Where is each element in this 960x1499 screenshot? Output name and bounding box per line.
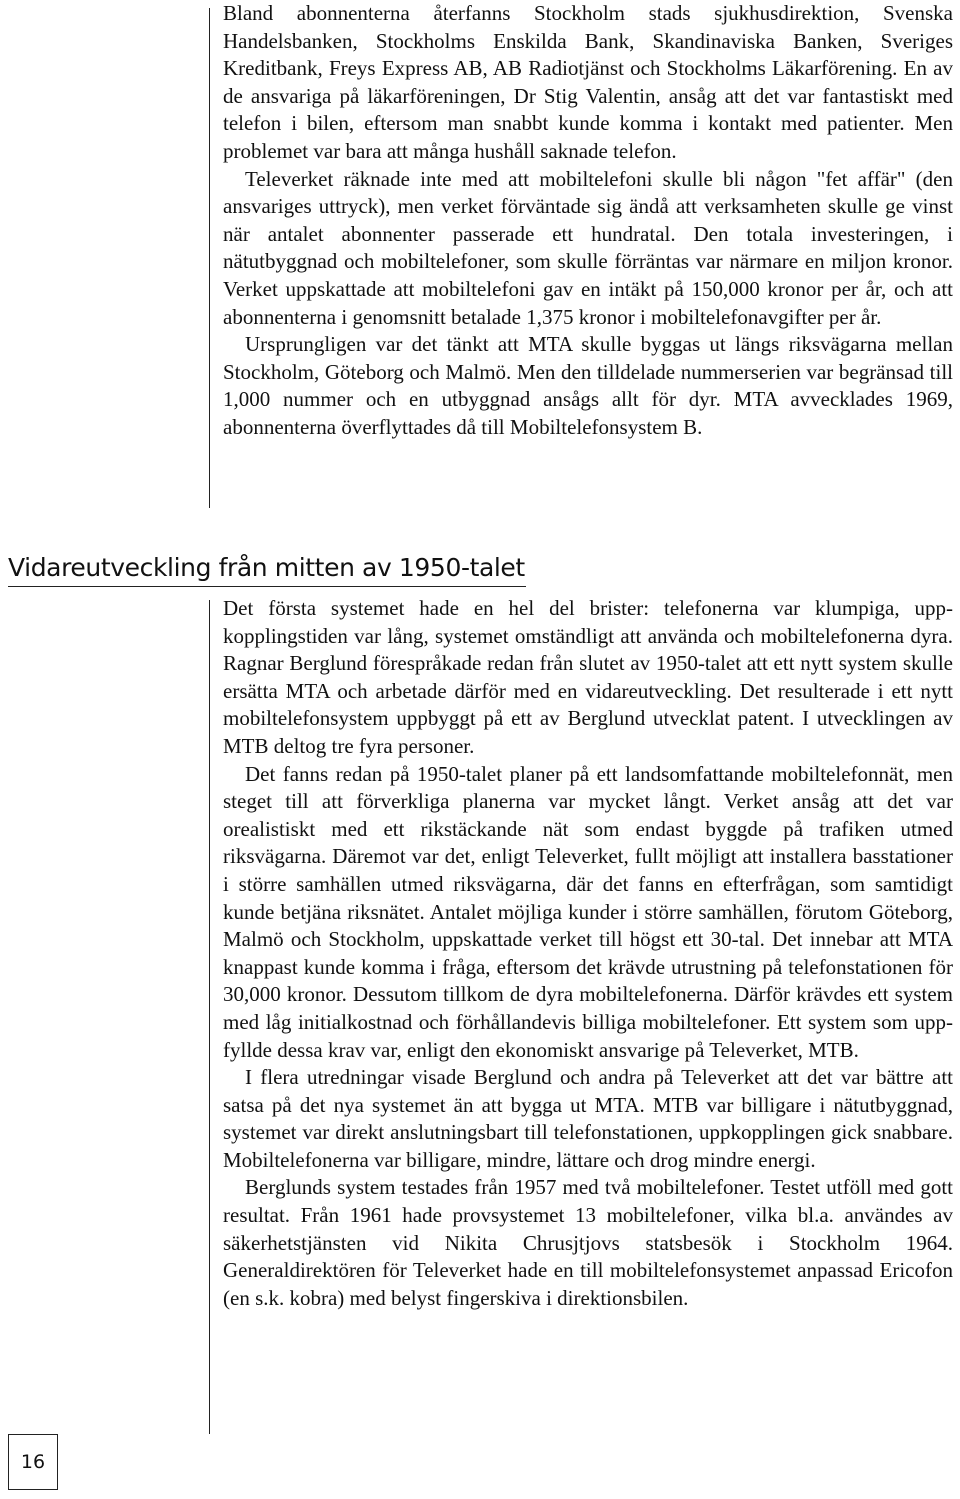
paragraph: Bland abonnenterna återfanns Stockholm stads sjukhusdirektion, Svenska Handelsbanken, Stockholms Enskilda Bank, Skandinaviska Banken, Sveriges Kreditbank, Freys Express AB, AB Radiotjänst och Stockholms Läkarförening. En av de ansvariga på läkarföreningen, Dr Stig Valentin, ansåg att det var fantastiskt med telefon i bilen, eftersom man snabbt kunde komma i kontakt med patienter. Men problemet var bara att många hushåll saknade telefon. bbox=[223, 1, 953, 163]
paragraph: Berglunds system testades från 1957 med två mobiltelefoner. Testet utföll med gott resultat. Från 1961 hade provsystemet 13 mobiltelefoner, vilka bl.a. användes av säkerhetstjänsten vid Nikita Chrusjtjovs statsbesök i Stockholm 1964. Generaldirektören för Televerket hade en till mobiltelefonsystemet anpassad Ericofon (en s.k. kobra) med belyst fingerskiva i direktionsbilen. bbox=[223, 1175, 953, 1310]
page-number: 16 bbox=[8, 1434, 58, 1490]
heading-underline bbox=[8, 586, 526, 587]
section-text-block bbox=[223, 595, 953, 1312]
top-text-block bbox=[223, 0, 953, 442]
column-rule-top bbox=[209, 8, 210, 508]
paragraph: Ursprungligen var det tänkt att MTA skulle byggas ut längs riksvägarna mellan Stockholm, Göteborg och Malmö. Men den tilldelade nummerserien var begränsad till 1,000 nummer och en utbyggnad ansågs allt för dyr. MTA avvecklades 1969, abonnenterna överflyttades då till Mobiltelefonsystem B. bbox=[223, 332, 953, 439]
paragraph: Televerket räknade inte med att mobiltelefoni skulle bli någon "fet affär" (den ansvariges uttryck), men verket förväntade sig ändå att verksamheten skulle ge vinst när antalet abonnenter passerade ett hundratal. Den totala investeringen, i nätutbyggnad och mobiltelefoner, som skulle förräntas var närmare en miljon kronor. Verket uppskattade att mobiltelefoni gav en intäkt på 150,000 kronor per år, och att abonnenterna i genomsnitt betalade 1,375 kronor i mobiltelefonavgifter per år. bbox=[223, 166, 953, 329]
paragraph: Det första systemet hade en hel del brister: telefonerna var klumpiga, uppkopplingstiden var lång, systemet omständligt att använda och mobiltelefonerna dyra. Ragnar Berglund förespråkade redan från slutet av 1950-talet att ett nytt system skulle ersätta MTA och arbetade därför med en vidareutveckling. Det resulterade i ett nytt mobiltelefonsystem uppbyggt på ett av Berglund utvecklat patent. I utvecklingen av MTB deltog tre fyra personer. bbox=[223, 596, 953, 758]
column-rule-bottom bbox=[209, 600, 210, 1434]
paragraph: I flera utredningar visade Berglund och andra på Televerket att det var bättre att satsa på det nya systemet än att bygga ut MTA. MTB var billigare i nätutbyggnad, systemet var direkt anslutningsbart till telefonstationen, uppkopplingen gick snabbare. Mobiltelefonerna var billigare, mindre, lättare och drog mindre energi. bbox=[223, 1065, 953, 1172]
paragraph: Det fanns redan på 1950-talet planer på ett landsomfattande mobiltelefonnät, men steget till att förverkliga planerna var mycket långt. Verket ansåg att det var orealistiskt med ett rikstäckande nät som endast byggde på trafiken utmed riksvägarna. Däremot var det, enligt Televerket, fullt möjligt att installera basstationer i större samhällen utmed riksvägarna, där det fanns en efterfrågan, som samtidigt kunde betjäna riksnätet. Antalet möjliga kunder i större samhällen, förutom Göteborg, Malmö och Stockholm, uppskattade verket till högst ett 30-tal. Det innebar att MTA knappast kunde komma i fråga, eftersom det krävde utrustning på telefonstationen för 30,000 kronor. Dessutom tillkom de dyra mobiltelefonerna. Därför krävdes ett system med låg initialkostnad och förhållandevis billiga mobiltelefoner. Ett system som uppfyllde dessa krav var, enligt den ekonomiskt ansvarige på Televerket, MTB. bbox=[223, 761, 953, 1062]
section-heading: Vidareutveckling från mitten av 1950-talet bbox=[8, 553, 525, 582]
